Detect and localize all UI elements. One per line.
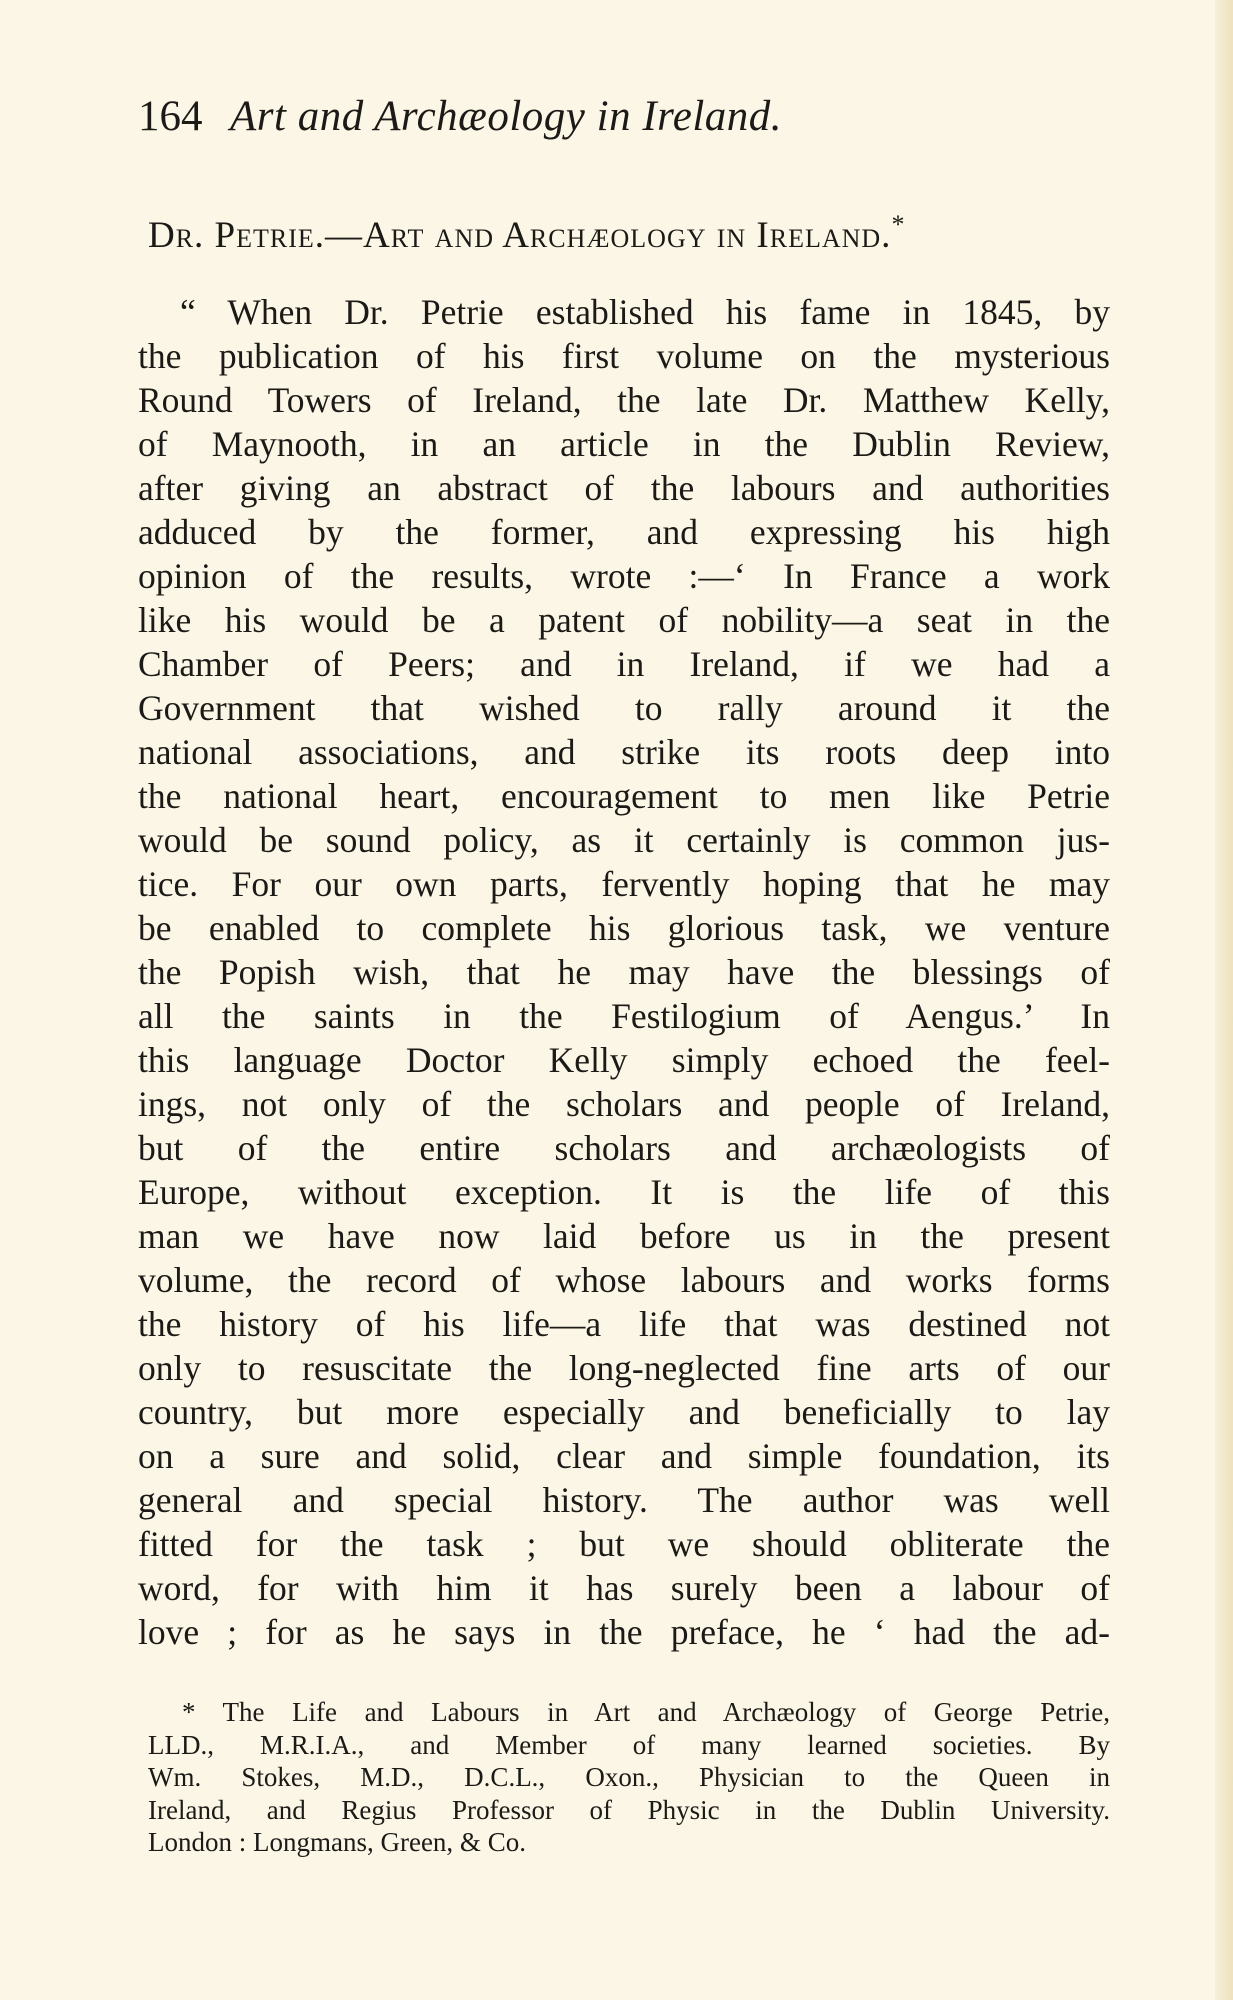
text-line: only to resuscitate the long-neglected fine arts of our bbox=[138, 1348, 1110, 1388]
body-text bbox=[138, 290, 1110, 1654]
footnote-line: Ireland, and Regius Professor of Physic in the Dublin University. bbox=[148, 1794, 1110, 1825]
footnote-line: * The Life and Labours in Art and Archæology of George Petrie, bbox=[182, 1697, 1110, 1727]
text-line: of Maynooth, in an article in the Dublin Review, bbox=[138, 424, 1110, 464]
text-line: but of the entire scholars and archæologists of bbox=[138, 1128, 1110, 1168]
text-line: volume, the record of whose labours and works forms bbox=[138, 1260, 1110, 1300]
text-line: love ; for as he says in the preface, he ‘ had the ad- bbox=[138, 1612, 1110, 1652]
text-line: Government that wished to rally around it the bbox=[138, 688, 1110, 728]
text-line: national associations, and strike its roots deep into bbox=[138, 732, 1110, 772]
running-title: Art and Archæology in Ireland. bbox=[230, 93, 783, 140]
text-line: Chamber of Peers; and in Ireland, if we had a bbox=[138, 644, 1110, 684]
text-line: would be sound policy, as it certainly is common jus- bbox=[138, 820, 1110, 860]
text-line: tice. For our own parts, fervently hoping that he may bbox=[138, 864, 1110, 904]
text-line: country, but more especially and beneficially to lay bbox=[138, 1392, 1110, 1432]
text-line: ings, not only of the scholars and people of Ireland, bbox=[138, 1084, 1110, 1124]
text-line: the Popish wish, that he may have the blessings of bbox=[138, 952, 1110, 992]
footnote bbox=[148, 1696, 1110, 1859]
text-line: the national heart, encouragement to men like Petrie bbox=[138, 776, 1110, 816]
text-line: this language Doctor Kelly simply echoed the feel- bbox=[138, 1040, 1110, 1080]
page-header bbox=[138, 92, 782, 152]
text-line: “ When Dr. Petrie established his fame in 1845, by bbox=[180, 292, 1110, 332]
text-line: general and special history. The author was well bbox=[138, 1480, 1110, 1520]
page-number: 164 bbox=[138, 93, 203, 140]
section-heading bbox=[148, 210, 1108, 257]
text-line: Europe, without exception. It is the life of this bbox=[138, 1172, 1110, 1212]
text-line: fitted for the task ; but we should obliterate the bbox=[138, 1524, 1110, 1564]
text-line: all the saints in the Festilogium of Aengus.’ In bbox=[138, 996, 1110, 1036]
footnote-line: London : Longmans, Green, & Co. bbox=[148, 1827, 526, 1857]
section-heading-text: Dr. Petrie.—Art and Archæology in Ireland. bbox=[148, 215, 892, 256]
footnote-marker: * bbox=[891, 210, 906, 239]
text-line: the publication of his first volume on the mysterious bbox=[138, 336, 1110, 376]
text-line: on a sure and solid, clear and simple foundation, its bbox=[138, 1436, 1110, 1476]
text-line: adduced by the former, and expressing his high bbox=[138, 512, 1110, 552]
footnote-line: Wm. Stokes, M.D., D.C.L., Oxon., Physician to the Queen in bbox=[148, 1762, 1110, 1792]
page-edge-shadow bbox=[1215, 0, 1233, 2000]
text-line: opinion of the results, wrote :—‘ In France a work bbox=[138, 556, 1110, 596]
text-line: after giving an abstract of the labours and authorities bbox=[138, 468, 1110, 508]
text-line: man we have now laid before us in the present bbox=[138, 1216, 1110, 1256]
text-line: the history of his life—a life that was destined not bbox=[138, 1304, 1110, 1344]
text-line: be enabled to complete his glorious task, we venture bbox=[138, 908, 1110, 948]
text-line: word, for with him it has surely been a labour of bbox=[138, 1568, 1110, 1608]
text-line: like his would be a patent of nobility—a seat in the bbox=[138, 600, 1110, 640]
footnote-line: LLD., M.R.I.A., and Member of many learned societies. By bbox=[148, 1729, 1110, 1760]
text-line: Round Towers of Ireland, the late Dr. Matthew Kelly, bbox=[138, 380, 1110, 420]
